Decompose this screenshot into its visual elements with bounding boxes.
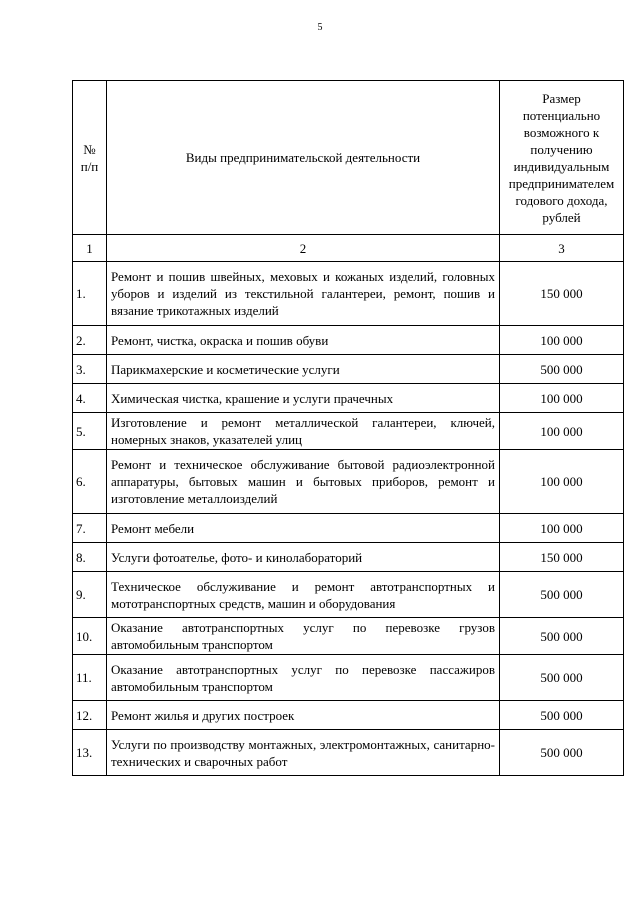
table-row: [73, 572, 624, 618]
row-activity: Ремонт жилья и других построек: [107, 701, 500, 730]
table-row: [73, 355, 624, 384]
row-amount: 500 000: [500, 618, 624, 655]
row-amount: 500 000: [500, 701, 624, 730]
table-row: [73, 326, 624, 355]
row-activity: Ремонт и пошив швейных, меховых и кожаных изделий, головных уборов и изделий из текстильной галантереи, ремонт, пошив и вязание трикотажных изделий: [107, 262, 500, 326]
row-activity: Оказание автотранспортных услуг по перевозке пассажиров автомобильным транспортом: [107, 655, 500, 701]
row-number: 8.: [73, 543, 107, 572]
row-number: 4.: [73, 384, 107, 413]
row-number: 6.: [73, 450, 107, 514]
row-amount: 100 000: [500, 384, 624, 413]
row-number: 1.: [73, 262, 107, 326]
row-number: 9.: [73, 572, 107, 618]
row-amount: 100 000: [500, 450, 624, 514]
row-number: 7.: [73, 514, 107, 543]
row-number: 2.: [73, 326, 107, 355]
column-number-row: [73, 235, 624, 262]
table-row: [73, 543, 624, 572]
table-row: [73, 450, 624, 514]
row-amount: 100 000: [500, 326, 624, 355]
table-row: [73, 262, 624, 326]
header-amount: Размер потенциально возможного к получению индивидуальным предпринимателем годового дохода, рублей: [500, 81, 624, 235]
column-number: 3: [500, 235, 624, 262]
row-amount: 500 000: [500, 572, 624, 618]
page-number: 5: [317, 22, 323, 33]
row-amount: 150 000: [500, 543, 624, 572]
table-row: [73, 514, 624, 543]
row-amount: 500 000: [500, 655, 624, 701]
header-number: № п/п: [73, 81, 107, 235]
table-row: [73, 730, 624, 776]
row-amount: 500 000: [500, 355, 624, 384]
table-row: [73, 701, 624, 730]
row-activity: Ремонт мебели: [107, 514, 500, 543]
row-number: 11.: [73, 655, 107, 701]
header-row: [73, 81, 624, 235]
row-amount: 150 000: [500, 262, 624, 326]
row-activity: Ремонт и техническое обслуживание бытовой радиоэлектронной аппаратуры, бытовых машин и бытовых приборов, ремонт и изготовление металлоизделий: [107, 450, 500, 514]
row-activity: Услуги по производству монтажных, электромонтажных, санитарно-технических и сварочных работ: [107, 730, 500, 776]
table-row: [73, 413, 624, 450]
row-amount: 500 000: [500, 730, 624, 776]
header-activity: Виды предпринимательской деятельности: [107, 81, 500, 235]
row-number: 3.: [73, 355, 107, 384]
row-activity: Изготовление и ремонт металлической галантереи, ключей, номерных знаков, указателей улиц: [107, 413, 500, 450]
table-row: [73, 618, 624, 655]
row-number: 12.: [73, 701, 107, 730]
table-row: [73, 384, 624, 413]
row-activity: Оказание автотранспортных услуг по перевозке грузов автомобильным транспортом: [107, 618, 500, 655]
row-number: 10.: [73, 618, 107, 655]
row-amount: 100 000: [500, 413, 624, 450]
table-row: [73, 655, 624, 701]
row-activity: Химическая чистка, крашение и услуги прачечных: [107, 384, 500, 413]
row-number: 5.: [73, 413, 107, 450]
column-number: 1: [73, 235, 107, 262]
row-activity: Техническое обслуживание и ремонт автотранспортных и мототранспортных средств, машин и оборудования: [107, 572, 500, 618]
row-activity: Ремонт, чистка, окраска и пошив обуви: [107, 326, 500, 355]
row-activity: Парикмахерские и косметические услуги: [107, 355, 500, 384]
row-number: 13.: [73, 730, 107, 776]
row-amount: 100 000: [500, 514, 624, 543]
column-number: 2: [107, 235, 500, 262]
activities-table: [72, 80, 624, 776]
row-activity: Услуги фотоателье, фото- и кинолабораторий: [107, 543, 500, 572]
